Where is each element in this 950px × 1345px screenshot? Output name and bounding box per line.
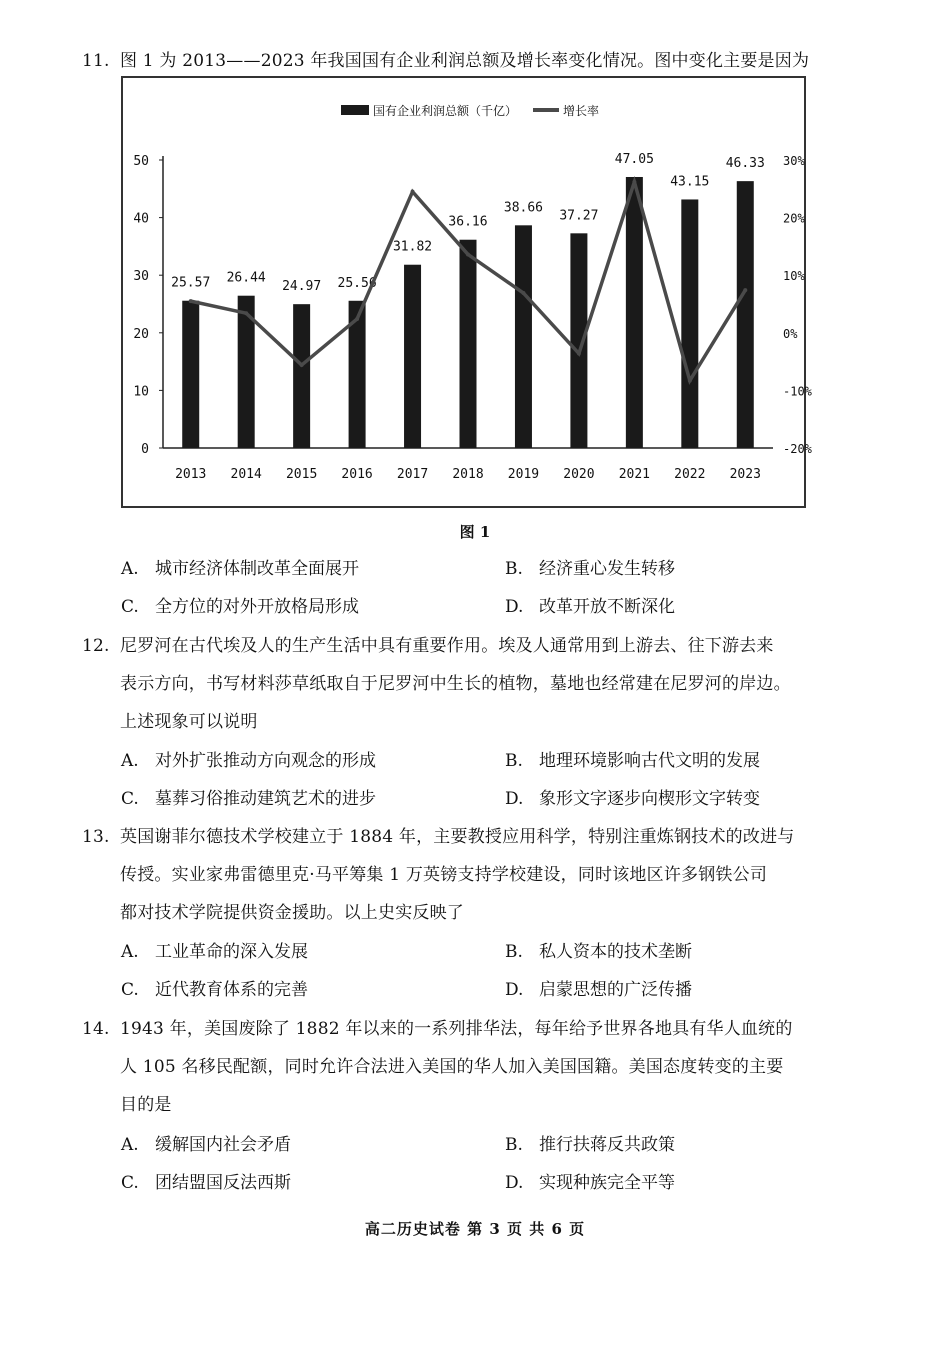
right-tick-label: -20% bbox=[783, 442, 812, 456]
option-letter: D. bbox=[505, 597, 524, 617]
profit-bar bbox=[515, 225, 532, 448]
growth-rate-point bbox=[577, 352, 581, 356]
option-text: 私人资本的技术垄断 bbox=[539, 942, 692, 962]
bar-data-label: 31.82 bbox=[392, 239, 433, 255]
q13-option-a[interactable] bbox=[121, 940, 308, 964]
option-letter: B. bbox=[505, 1135, 523, 1155]
bar-data-label: 37.27 bbox=[559, 208, 599, 224]
question-text-line: 传授。实业家弗雷德里克·马平筹集 1 万英镑支持学校建设，同时该地区许多钢铁公司 bbox=[120, 865, 768, 885]
x-tick-label: 2013 bbox=[175, 467, 207, 482]
question-text: 图 1 为 2013——2023 年我国国有企业利润总额及增长率变化情况。图中变化主要是因为 bbox=[120, 51, 810, 71]
option-letter: A. bbox=[121, 559, 139, 579]
q14-option-b[interactable] bbox=[505, 1133, 675, 1157]
question-text-line: 表示方向，书写材料莎草纸取自于尼罗河中生长的植物，墓地也经常建在尼罗河的岸边。 bbox=[120, 674, 791, 694]
left-tick-label: 0 bbox=[141, 442, 149, 457]
growth-rate-point bbox=[688, 379, 692, 383]
option-letter: B. bbox=[505, 559, 523, 579]
option-letter: B. bbox=[505, 942, 523, 962]
x-tick-label: 2017 bbox=[396, 467, 429, 482]
question-number: 14. bbox=[82, 1019, 110, 1039]
profit-bar bbox=[460, 240, 477, 448]
question-13-stem bbox=[82, 818, 872, 932]
question-11-stem bbox=[82, 42, 872, 80]
profit-bar bbox=[182, 301, 199, 448]
bar-data-label: 43.15 bbox=[670, 174, 710, 190]
growth-rate-point bbox=[743, 288, 747, 292]
x-tick-label: 2022 bbox=[674, 467, 706, 482]
question-number: 11. bbox=[82, 51, 110, 71]
bar-data-label: 36.16 bbox=[448, 214, 488, 230]
q12-option-c[interactable] bbox=[121, 787, 376, 811]
left-tick-label: 30 bbox=[133, 269, 149, 285]
option-letter: C. bbox=[121, 1173, 139, 1193]
figure-caption: 图 1 bbox=[459, 523, 491, 541]
q11-option-d[interactable] bbox=[505, 595, 675, 619]
growth-rate-point bbox=[632, 180, 636, 184]
option-text: 地理环境影响古代文明的发展 bbox=[539, 751, 760, 771]
option-letter: C. bbox=[121, 789, 139, 809]
profit-bar bbox=[626, 177, 643, 448]
option-text: 推行扶蒋反共政策 bbox=[539, 1135, 675, 1155]
q12-option-d[interactable] bbox=[505, 787, 760, 811]
question-14-stem bbox=[82, 1010, 872, 1124]
profit-bar bbox=[737, 181, 754, 448]
q14-option-a[interactable] bbox=[121, 1133, 291, 1157]
q14-option-d[interactable] bbox=[505, 1171, 675, 1195]
question-text-line: 尼罗河在古代埃及人的生产生活中具有重要作用。埃及人通常用到上游去、往下游去来 bbox=[120, 636, 774, 656]
growth-rate-point bbox=[521, 291, 525, 295]
right-tick-label: 20% bbox=[783, 211, 805, 226]
q11-option-a[interactable] bbox=[121, 557, 359, 581]
legend-line-label: 增长率 bbox=[563, 104, 600, 118]
q12-option-b[interactable] bbox=[505, 749, 760, 773]
right-tick-label: 30% bbox=[783, 154, 805, 168]
growth-rate-point bbox=[189, 299, 193, 303]
x-tick-label: 2016 bbox=[341, 467, 373, 482]
option-text: 象形文字逐步向楔形文字转变 bbox=[539, 789, 760, 809]
profit-bar bbox=[404, 265, 421, 448]
q14-option-c[interactable] bbox=[121, 1171, 291, 1195]
bar-data-label: 26.44 bbox=[226, 270, 266, 286]
option-text: 对外扩张推动方向观念的形成 bbox=[155, 751, 376, 771]
question-text-line: 1943 年，美国废除了 1882 年以来的一系列排华法，每年给予世界各地具有华人血统的 bbox=[120, 1019, 793, 1039]
x-tick-label: 2020 bbox=[563, 467, 595, 482]
x-tick-label: 2019 bbox=[507, 467, 540, 482]
option-text: 全方位的对外开放格局形成 bbox=[155, 597, 359, 617]
question-text-line: 上述现象可以说明 bbox=[120, 712, 258, 732]
option-text: 改革开放不断深化 bbox=[539, 597, 675, 617]
option-letter: A. bbox=[121, 751, 139, 771]
option-text: 实现种族完全平等 bbox=[539, 1173, 675, 1193]
x-tick-label: 2015 bbox=[285, 467, 318, 482]
left-tick-label: 50 bbox=[133, 154, 149, 169]
x-tick-label: 2021 bbox=[618, 467, 651, 482]
right-tick-label: 10% bbox=[783, 269, 805, 284]
bar-data-label: 25.57 bbox=[171, 275, 211, 291]
option-text: 团结盟国反法西斯 bbox=[155, 1173, 291, 1193]
option-text: 墓葬习俗推动建筑艺术的进步 bbox=[155, 789, 376, 809]
growth-rate-point bbox=[411, 190, 415, 194]
right-tick-label: 0% bbox=[783, 326, 798, 341]
option-letter: B. bbox=[505, 751, 523, 771]
bar-data-label: 24.97 bbox=[282, 279, 322, 295]
option-text: 近代教育体系的完善 bbox=[155, 980, 308, 1000]
option-letter: C. bbox=[121, 980, 139, 1000]
option-text: 城市经济体制改革全面展开 bbox=[155, 559, 359, 579]
left-tick-label: 20 bbox=[133, 326, 149, 342]
q13-option-b[interactable] bbox=[505, 940, 692, 964]
question-text-line: 目的是 bbox=[120, 1095, 172, 1115]
q11-option-c[interactable] bbox=[121, 595, 359, 619]
page-footer: 高二历史试卷 第 3 页 共 6 页 bbox=[364, 1220, 586, 1238]
x-tick-label: 2018 bbox=[452, 467, 484, 482]
option-letter: D. bbox=[505, 789, 524, 809]
question-12-stem bbox=[82, 627, 872, 741]
question-text-line: 人 105 名移民配额，同时允许合法进入美国的华人加入美国国籍。美国态度转变的主要 bbox=[120, 1057, 784, 1077]
option-text: 工业革命的深入发展 bbox=[155, 942, 308, 962]
q11-option-b[interactable] bbox=[505, 557, 675, 581]
question-number: 12. bbox=[82, 636, 110, 656]
profit-chart bbox=[121, 76, 812, 508]
bar-data-label: 25.56 bbox=[337, 275, 377, 291]
option-text: 缓解国内社会矛盾 bbox=[155, 1135, 291, 1155]
q12-option-a[interactable] bbox=[121, 749, 376, 773]
growth-rate-point bbox=[466, 252, 470, 256]
bar-data-label: 47.05 bbox=[614, 151, 654, 167]
growth-rate-point bbox=[355, 317, 359, 321]
bar-data-label: 38.66 bbox=[503, 200, 544, 216]
left-tick-label: 40 bbox=[133, 211, 149, 227]
profit-bar bbox=[681, 199, 698, 448]
question-text-line: 都对技术学院提供资金援助。以上史实反映了 bbox=[120, 903, 464, 923]
option-text: 经济重心发生转移 bbox=[539, 559, 675, 579]
growth-rate-point bbox=[244, 311, 248, 315]
option-letter: A. bbox=[121, 1135, 139, 1155]
q13-option-c[interactable] bbox=[121, 978, 308, 1002]
bar-data-label: 46.33 bbox=[725, 156, 765, 172]
legend-bar-label: 国有企业利润总额（千亿） bbox=[373, 104, 518, 118]
profit-chart-svg bbox=[123, 78, 812, 506]
left-tick-label: 10 bbox=[133, 384, 149, 400]
x-tick-label: 2023 bbox=[729, 467, 761, 482]
question-number: 13. bbox=[82, 827, 110, 847]
option-text: 启蒙思想的广泛传播 bbox=[539, 980, 692, 1000]
growth-rate-point bbox=[300, 363, 304, 367]
profit-bar bbox=[293, 304, 310, 448]
right-tick-label: -10% bbox=[783, 384, 812, 399]
legend-bar-swatch bbox=[341, 105, 369, 115]
option-letter: D. bbox=[505, 1173, 524, 1193]
q13-option-d[interactable] bbox=[505, 978, 692, 1002]
option-letter: C. bbox=[121, 597, 139, 617]
x-tick-label: 2014 bbox=[230, 467, 262, 482]
option-letter: A. bbox=[121, 942, 139, 962]
option-letter: D. bbox=[505, 980, 524, 1000]
question-text-line: 英国谢菲尔德技术学校建立于 1884 年，主要教授应用科学，特别注重炼钢技术的改进与 bbox=[120, 827, 795, 847]
